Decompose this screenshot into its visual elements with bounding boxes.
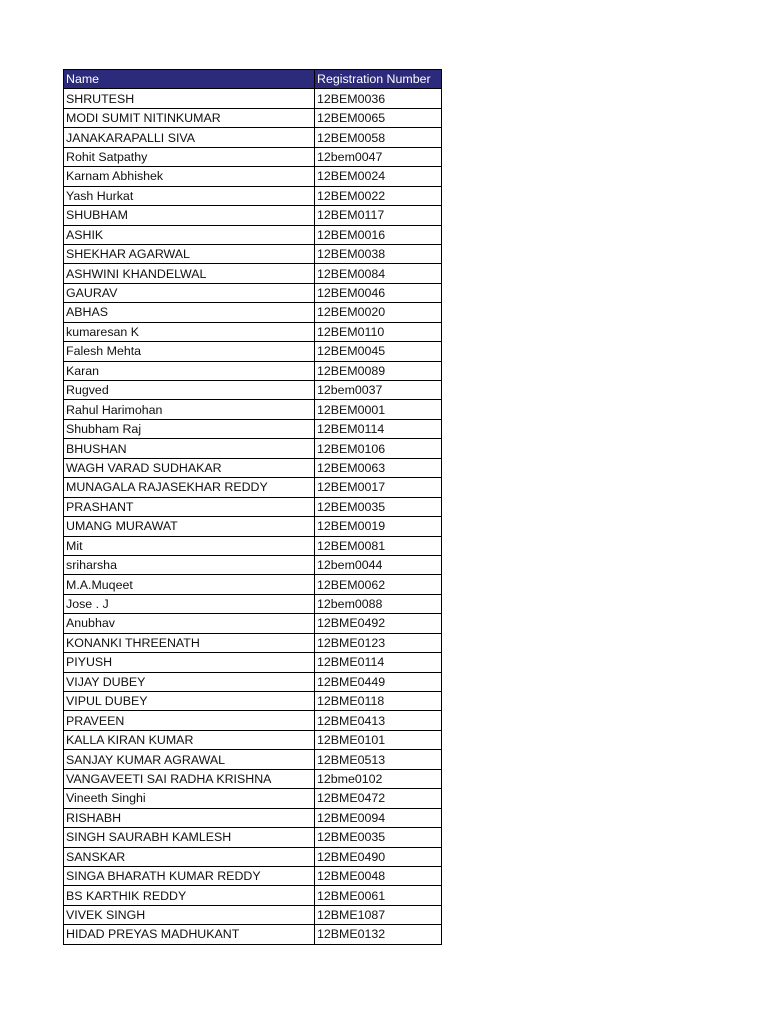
table-row (64, 439, 442, 458)
student-name-cell: ABHAS (64, 303, 315, 322)
student-name-cell: SANSKAR (64, 847, 315, 866)
registration-number-cell: 12BEM0063 (315, 458, 442, 477)
column-header-registration-number: Registration Number (315, 70, 442, 89)
registration-number-cell: 12BEM0106 (315, 439, 442, 458)
table-row (64, 342, 442, 361)
registration-number-cell: 12BME0101 (315, 730, 442, 749)
table-row (64, 381, 442, 400)
student-roster-sheet (63, 69, 441, 945)
table-row (64, 147, 442, 166)
table-row (64, 89, 442, 108)
student-name-cell: Vineeth Singhi (64, 789, 315, 808)
student-name-cell: Rahul Harimohan (64, 400, 315, 419)
table-row (64, 322, 442, 341)
table-row (64, 633, 442, 652)
table-row (64, 847, 442, 866)
student-name-cell: GAURAV (64, 283, 315, 302)
registration-number-cell: 12BEM0017 (315, 478, 442, 497)
registration-number-cell: 12BME0513 (315, 750, 442, 769)
student-name-cell: sriharsha (64, 555, 315, 574)
table-row (64, 264, 442, 283)
registration-number-cell: 12BEM0089 (315, 361, 442, 380)
student-name-cell: Rugved (64, 381, 315, 400)
table-row (64, 692, 442, 711)
student-name-cell: kumaresan K (64, 322, 315, 341)
student-name-cell: Rohit Satpathy (64, 147, 315, 166)
registration-number-cell: 12BME0035 (315, 828, 442, 847)
student-name-cell: SINGA BHARATH KUMAR REDDY (64, 866, 315, 885)
table-row (64, 225, 442, 244)
registration-number-cell: 12BEM0084 (315, 264, 442, 283)
student-name-cell: Jose . J (64, 594, 315, 613)
registration-number-cell: 12BEM0058 (315, 128, 442, 147)
student-name-cell: UMANG MURAWAT (64, 517, 315, 536)
registration-number-cell: 12BEM0024 (315, 167, 442, 186)
student-name-cell: HIDAD PREYAS MADHUKANT (64, 925, 315, 944)
registration-number-cell: 12BEM0045 (315, 342, 442, 361)
registration-number-cell: 12BEM0110 (315, 322, 442, 341)
table-row (64, 497, 442, 516)
registration-number-cell: 12BME0490 (315, 847, 442, 866)
table-row (64, 400, 442, 419)
table-row (64, 536, 442, 555)
table-body (64, 89, 442, 944)
table-row (64, 244, 442, 263)
registration-number-cell: 12BME0094 (315, 808, 442, 827)
registration-number-cell: 12BEM0001 (315, 400, 442, 419)
registration-number-cell: 12BEM0114 (315, 419, 442, 438)
table-row (64, 905, 442, 924)
student-name-cell: BHUSHAN (64, 439, 315, 458)
student-name-cell: MODI SUMIT NITINKUMAR (64, 108, 315, 127)
table-row (64, 886, 442, 905)
table-row (64, 789, 442, 808)
registration-number-cell: 12BME0118 (315, 692, 442, 711)
student-name-cell: Shubham Raj (64, 419, 315, 438)
table-row (64, 108, 442, 127)
table-row (64, 828, 442, 847)
student-name-cell: Falesh Mehta (64, 342, 315, 361)
registration-number-cell: 12BME0061 (315, 886, 442, 905)
registration-number-cell: 12BEM0019 (315, 517, 442, 536)
registration-number-cell: 12bme0102 (315, 769, 442, 788)
registration-number-cell: 12BME0492 (315, 614, 442, 633)
student-name-cell: VIJAY DUBEY (64, 672, 315, 691)
table-row (64, 769, 442, 788)
table-row (64, 478, 442, 497)
student-name-cell: KALLA KIRAN KUMAR (64, 730, 315, 749)
student-name-cell: SHUBHAM (64, 206, 315, 225)
table-row (64, 167, 442, 186)
student-name-cell: ASHWINI KHANDELWAL (64, 264, 315, 283)
table-row (64, 711, 442, 730)
registration-number-cell: 12BEM0035 (315, 497, 442, 516)
student-name-cell: Mit (64, 536, 315, 555)
table-row (64, 653, 442, 672)
header-row (64, 70, 442, 89)
registration-number-cell: 12BME0048 (315, 866, 442, 885)
student-name-cell: M.A.Muqeet (64, 575, 315, 594)
student-name-cell: SANJAY KUMAR AGRAWAL (64, 750, 315, 769)
table-row (64, 672, 442, 691)
student-name-cell: JANAKARAPALLI SIVA (64, 128, 315, 147)
table-row (64, 808, 442, 827)
student-name-cell: ASHIK (64, 225, 315, 244)
table-row (64, 361, 442, 380)
registration-number-cell: 12BME0132 (315, 925, 442, 944)
registration-number-cell: 12BEM0022 (315, 186, 442, 205)
table-row (64, 128, 442, 147)
student-name-cell: SINGH SAURABH KAMLESH (64, 828, 315, 847)
registration-number-cell: 12BME0413 (315, 711, 442, 730)
column-header-name: Name (64, 70, 315, 89)
registration-number-cell: 12BEM0046 (315, 283, 442, 302)
registration-number-cell: 12BME0123 (315, 633, 442, 652)
registration-number-cell: 12BEM0038 (315, 244, 442, 263)
student-name-cell: KONANKI THREENATH (64, 633, 315, 652)
student-name-cell: PIYUSH (64, 653, 315, 672)
registration-number-cell: 12BEM0062 (315, 575, 442, 594)
student-name-cell: VANGAVEETI SAI RADHA KRISHNA (64, 769, 315, 788)
student-name-cell: Yash Hurkat (64, 186, 315, 205)
table-row (64, 614, 442, 633)
student-name-cell: BS KARTHIK REDDY (64, 886, 315, 905)
registration-number-cell: 12BME0114 (315, 653, 442, 672)
registration-number-cell: 12bem0088 (315, 594, 442, 613)
student-name-cell: VIVEK SINGH (64, 905, 315, 924)
table-row (64, 925, 442, 944)
student-name-cell: SHEKHAR AGARWAL (64, 244, 315, 263)
table-row (64, 730, 442, 749)
table-row (64, 206, 442, 225)
registration-number-cell: 12BEM0117 (315, 206, 442, 225)
student-name-cell: Karan (64, 361, 315, 380)
student-roster-table (63, 69, 442, 945)
student-name-cell: SHRUTESH (64, 89, 315, 108)
registration-number-cell: 12BEM0016 (315, 225, 442, 244)
table-row (64, 303, 442, 322)
table-row (64, 866, 442, 885)
registration-number-cell: 12BME0472 (315, 789, 442, 808)
table-row (64, 283, 442, 302)
student-name-cell: Anubhav (64, 614, 315, 633)
student-name-cell: PRAVEEN (64, 711, 315, 730)
student-name-cell: RISHABH (64, 808, 315, 827)
student-name-cell: MUNAGALA RAJASEKHAR REDDY (64, 478, 315, 497)
student-name-cell: PRASHANT (64, 497, 315, 516)
table-row (64, 555, 442, 574)
table-row (64, 186, 442, 205)
registration-number-cell: 12BME1087 (315, 905, 442, 924)
table-row (64, 419, 442, 438)
student-name-cell: VIPUL DUBEY (64, 692, 315, 711)
registration-number-cell: 12BEM0065 (315, 108, 442, 127)
table-row (64, 594, 442, 613)
student-name-cell: Karnam Abhishek (64, 167, 315, 186)
table-row (64, 458, 442, 477)
registration-number-cell: 12bem0037 (315, 381, 442, 400)
table-row (64, 517, 442, 536)
table-header (64, 70, 442, 89)
table-row (64, 575, 442, 594)
registration-number-cell: 12BEM0020 (315, 303, 442, 322)
registration-number-cell: 12bem0044 (315, 555, 442, 574)
registration-number-cell: 12BEM0036 (315, 89, 442, 108)
student-name-cell: WAGH VARAD SUDHAKAR (64, 458, 315, 477)
registration-number-cell: 12BME0449 (315, 672, 442, 691)
registration-number-cell: 12bem0047 (315, 147, 442, 166)
registration-number-cell: 12BEM0081 (315, 536, 442, 555)
table-row (64, 750, 442, 769)
